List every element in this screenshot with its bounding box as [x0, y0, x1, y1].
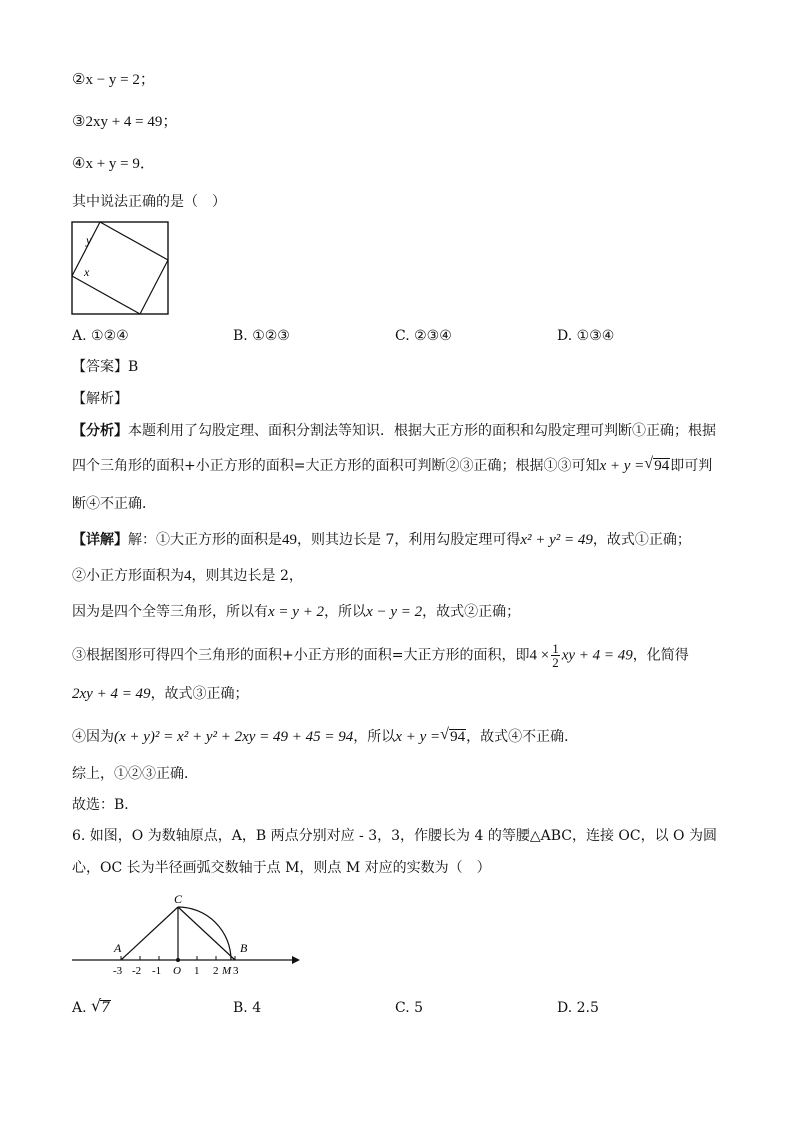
label-c: C: [174, 892, 183, 906]
label-a: A: [114, 941, 122, 955]
fenxi-line-2: 四个三角形的面积+小正方形的面积=大正方形的面积可判断②③正确；根据①③可知x + y = √ 94即可判: [72, 455, 713, 474]
summary-line: 综上，①②③正确．: [72, 766, 198, 782]
fenxi-line-1: 【分析】本题利用了勾股定理、面积分割法等知识．根据大正方形的面积和勾股定理可判断①正确；根据: [72, 423, 716, 439]
statement-3: ③2xy + 4 = 49；: [72, 114, 178, 130]
q6-option-b[interactable]: B. 4: [233, 1000, 262, 1016]
point-o: [176, 958, 180, 962]
label-x: x: [84, 265, 90, 279]
question-prompt: 其中说法正确的是（ ）: [72, 194, 226, 210]
tick-label-neg1: -1: [152, 965, 162, 977]
pinwheel-square-figure: [70, 220, 170, 316]
xiangjie-line-5: 2xy + 4 = 49，故式③正确；: [72, 686, 249, 702]
label-y: y: [86, 233, 92, 247]
q6-option-a[interactable]: A. √ 7: [72, 996, 110, 1016]
label-b: B: [240, 941, 248, 955]
number-line-figure: [70, 890, 310, 980]
xiangjie-line-2: ②小正方形面积为4，则其边长是 2，: [72, 568, 303, 584]
q6-option-d[interactable]: D. 2.5: [557, 1000, 599, 1016]
fenxi-line-3: 断④不正确．: [72, 496, 156, 512]
statement-2: ②x − y = 2；: [72, 72, 155, 88]
analysis-heading: 【解析】: [72, 391, 128, 407]
option-a[interactable]: A. ①②④: [72, 328, 129, 344]
tick-label-neg3: -3: [113, 965, 123, 977]
tick-label-3: 3: [233, 965, 239, 977]
option-d[interactable]: D. ①③④: [557, 328, 615, 344]
q6-option-c[interactable]: C. 5: [395, 1000, 424, 1016]
choose-line: 故选：B．: [72, 797, 139, 813]
q6-line-2: 心，OC 长为半径画弧交数轴于点 M，则点 M 对应的实数为（ ）: [72, 860, 491, 876]
option-b[interactable]: B. ①②③: [233, 328, 290, 344]
tick-label-m: M: [222, 965, 232, 977]
xiangjie-line-3: 因为是四个全等三角形，所以有x = y + 2，所以x − y = 2，故式②正确；: [72, 604, 521, 620]
xiangjie-line-1: 【详解】解：①大正方形的面积是49，则其边长是 7，利用勾股定理可得x² + y² = 49，故式①正确；: [72, 532, 691, 548]
tick-label-neg2: -2: [132, 965, 142, 977]
xiangjie-line-6: ④因为(x + y)² = x² + y² + 2xy = 49 + 45 = 94，所以x + y = √ 94，故式④不正确．: [72, 726, 579, 745]
xiangjie-line-4: ③根据图形可得四个三角形的面积+小正方形的面积=大正方形的面积，即4 × $\frac{1}{2}$ xy + 4 = 49，化简得: [72, 641, 689, 670]
tick-label-2: 2: [213, 965, 219, 977]
axis-arrow: [292, 956, 300, 964]
answer-line: 【答案】B: [72, 359, 139, 375]
tick-label-1: 1: [194, 965, 200, 977]
q6-line-1: 6. 如图，O 为数轴原点，A，B 两点分别对应 - 3，3，作腰长为 4 的等腰△ABC，连接 OC，以 O 为圆: [72, 828, 717, 844]
option-c[interactable]: C. ②③④: [395, 328, 452, 344]
segment-ac: [121, 907, 178, 960]
tick-label-o: O: [173, 965, 181, 977]
statement-4: ④x + y = 9．: [72, 156, 155, 172]
